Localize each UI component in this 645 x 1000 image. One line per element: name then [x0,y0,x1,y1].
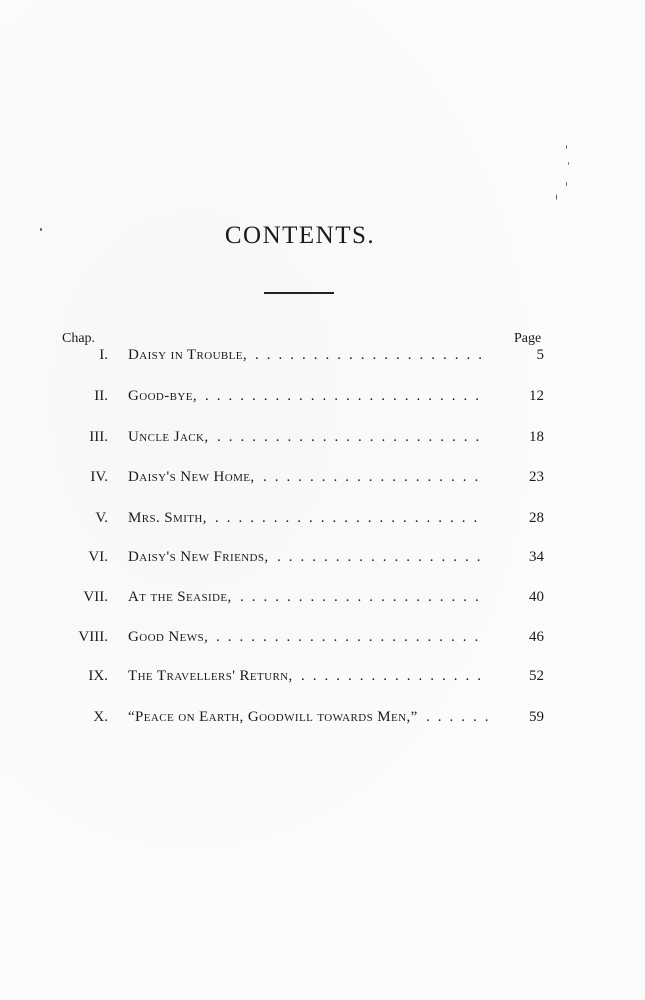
chapter-number: X. [93,709,108,725]
page-number: 46 [529,629,544,645]
print-speck [556,194,557,200]
page-number: 59 [529,709,544,725]
dot-leader: .................... [255,347,490,363]
toc-entry [0,629,645,653]
chapter-title: At the Seaside, [128,589,232,605]
page-number: 18 [529,429,544,445]
chapter-title: “Peace on Earth, Goodwill towards Men,” [128,709,418,725]
chapter-title: Daisy's New Home, [128,469,255,485]
print-speck [566,182,567,186]
page-number: 34 [529,549,544,565]
dot-leader: ....................... [217,429,488,445]
toc-entry [0,549,645,573]
dot-leader: ....................... [215,510,486,526]
dot-leader: ................ [301,668,489,684]
dot-leader: ................... [263,469,487,485]
chapter-number: III. [89,429,108,445]
chapter-number: IX. [88,668,108,684]
chapter-title: Good News, [128,629,209,645]
page-number: 12 [529,388,544,404]
toc-entry [0,429,645,453]
page-column-header: Page [514,331,542,346]
chapter-column-header: Chap. [62,331,96,346]
page-number: 28 [529,510,544,526]
dot-leader: ...... [426,709,497,725]
chapter-title: Daisy's New Friends, [128,549,269,565]
chapter-number: V. [95,510,108,526]
print-speck [40,228,42,231]
chapter-number: IV. [90,469,108,485]
page-number: 52 [529,668,544,684]
print-speck [566,145,567,149]
title-rule [264,292,334,294]
chapter-title: Uncle Jack, [128,429,209,445]
chapter-title: Mrs. Smith, [128,510,207,526]
toc-entry [0,589,645,613]
page-title: CONTENTS. [224,222,376,249]
print-speck [568,162,569,165]
chapter-number: VIII. [78,629,108,645]
toc-entry [0,709,645,733]
dot-leader: ........................ [205,388,487,404]
page-number: 40 [529,589,544,605]
chapter-title: Good-bye, [128,388,198,404]
toc-entry [0,388,645,412]
toc-entry [0,347,645,371]
chapter-title: Daisy in Trouble, [128,347,248,363]
chapter-number: I. [99,347,108,363]
chapter-number: VII. [83,589,108,605]
dot-leader: .................. [277,549,489,565]
dot-leader: ....................... [216,629,487,645]
page-number: 23 [529,469,544,485]
chapter-title: The Travellers' Return, [128,668,293,684]
page-number: 5 [536,347,544,363]
chapter-number: VI. [88,549,108,565]
toc-entry [0,510,645,534]
toc-entry [0,469,645,493]
dot-leader: ..................... [240,589,487,605]
chapter-number: II. [94,388,108,404]
toc-entry [0,668,645,692]
